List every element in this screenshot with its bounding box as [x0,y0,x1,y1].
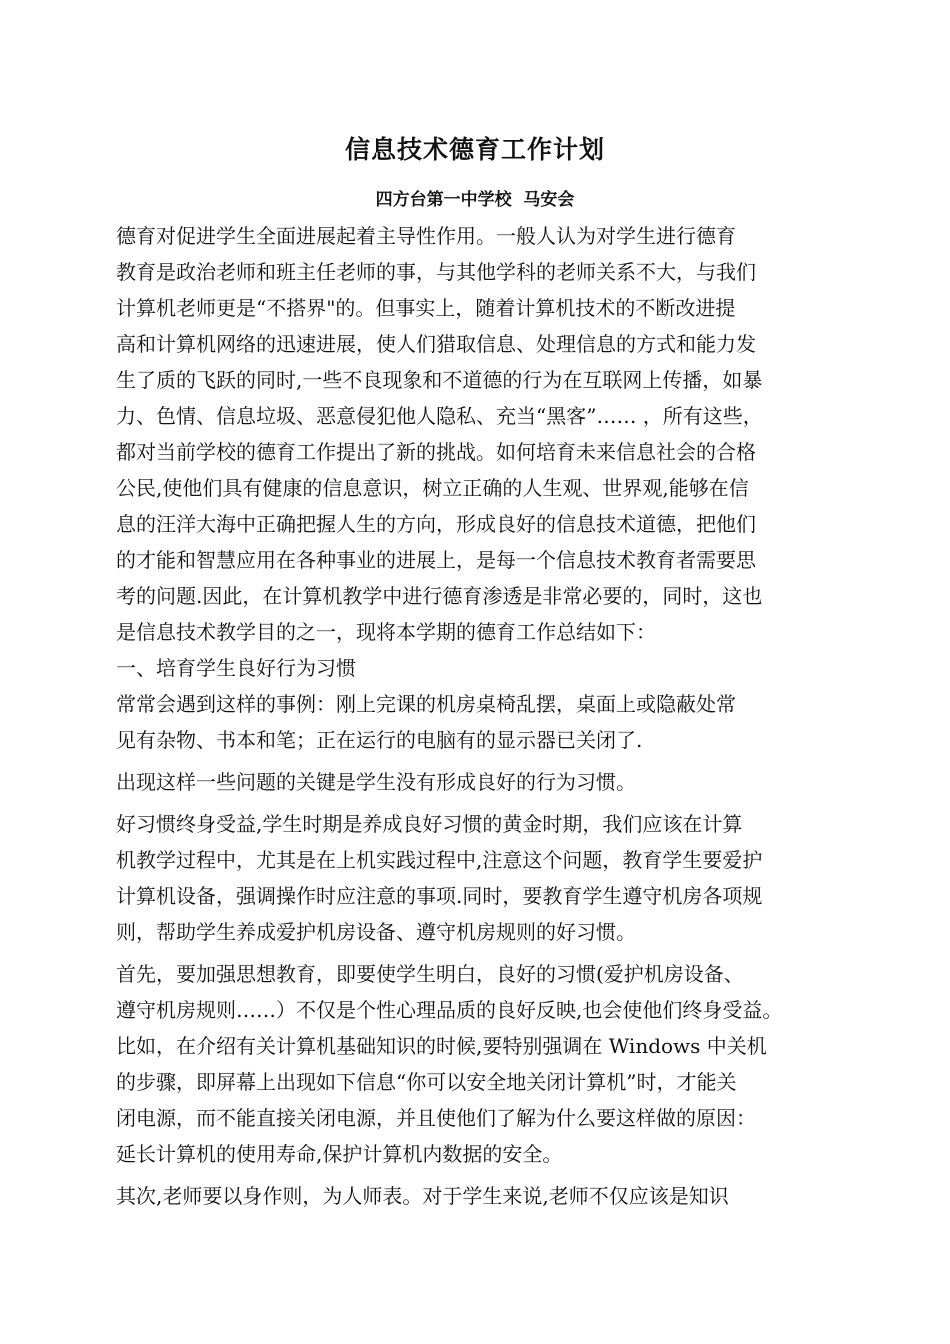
text-line: 高和计算机网络的迅速进展，使人们猎取信息、处理信息的方式和能力发 [116,332,756,356]
text-line: 则，帮助学生养成爱护机房设备、遵守机房规则的好习惯。 [116,920,636,944]
section-heading: 一、培育学生良好行为习惯 [116,656,356,680]
text-line: 其次,老师要以身作则，为人师表。对于学生来说,老师不仅应该是知识 [116,1184,729,1208]
text-line: 机教学过程中，尤其是在上机实践过程中,注意这个问题，教育学生要爱护 [116,848,763,872]
text-line: 常常会遇到这样的事例：刚上完课的机房桌椅乱摆，桌面上或隐蔽处常 [116,692,736,716]
text-line: 计算机设备，强调操作时应注意的事项.同时，要教育学生遵守机房各项规 [116,884,763,908]
text-line: 息的汪洋大海中正确把握人生的方向，形成良好的信息技术道德，把他们 [116,512,756,536]
text-line: 见有杂物、书本和笔；正在运行的电脑有的显示器已关闭了. [116,728,643,752]
text-line: 计算机老师更是“不搭界"的。但事实上，随着计算机技术的不断改进提 [116,296,736,320]
text-line: 好习惯终身受益,学生时期是养成良好习惯的黄金时期，我们应该在计算 [116,812,743,836]
text-line: 的才能和智慧应用在各种事业的进展上，是每一个信息技术教育者需要思 [116,548,756,572]
text-line: 闭电源，而不能直接关闭电源，并且使他们了解为什么要这样做的原因： [116,1106,756,1130]
text-line: 生了质的飞跃的同时,一些不良现象和不道德的行为在互联网上传播，如暴 [116,368,763,392]
text-line: 德育对促进学生全面进展起着主导性作用。一般人认为对学生进行德育 [116,224,736,248]
text-line: 教育是政治老师和班主任老师的事，与其他学科的老师关系不大，与我们 [116,260,756,284]
text-line: 首先，要加强思想教育，即要使学生明白，良好的习惯(爱护机房设备、 [116,962,744,986]
text-line: 延长计算机的使用寿命,保护计算机内数据的安全。 [116,1142,563,1166]
text-line: 公民,使他们具有健康的信息意识，树立正确的人生观、世界观,能够在信 [116,476,749,500]
text-line: 是信息技术教学目的之一，现将本学期的德育工作总结如下： [116,620,656,644]
document-body [116,218,852,1214]
text-line: 力、色情、信息垃圾、恶意侵犯他人隐私、充当“黑客”…… ，所有这些， [116,404,763,428]
text-line: 的步骤，即屏幕上出现如下信息“你可以安全地关闭计算机”时，才能关 [116,1070,737,1094]
text-line: 比如，在介绍有关计算机基础知识的时候,要特别强调在 Windows 中关机 [116,1034,767,1058]
text-line: 都对当前学校的德育工作提出了新的挑战。如何培育未来信息社会的合格 [116,440,756,464]
document-title: 信息技术德育工作计划 [344,135,605,164]
text-line: 考的问题.因此，在计算机教学中进行德育渗透是非常必要的，同时，这也 [116,584,763,608]
text-line: 出现这样一些问题的关键是学生没有形成良好的行为习惯。 [116,770,636,794]
text-line: 遵守机房规则……）不仅是个性心理品质的良好反映,也会使他们终身受益。 [116,998,783,1022]
document-author: 四方台第一中学校 马安会 [375,190,575,210]
